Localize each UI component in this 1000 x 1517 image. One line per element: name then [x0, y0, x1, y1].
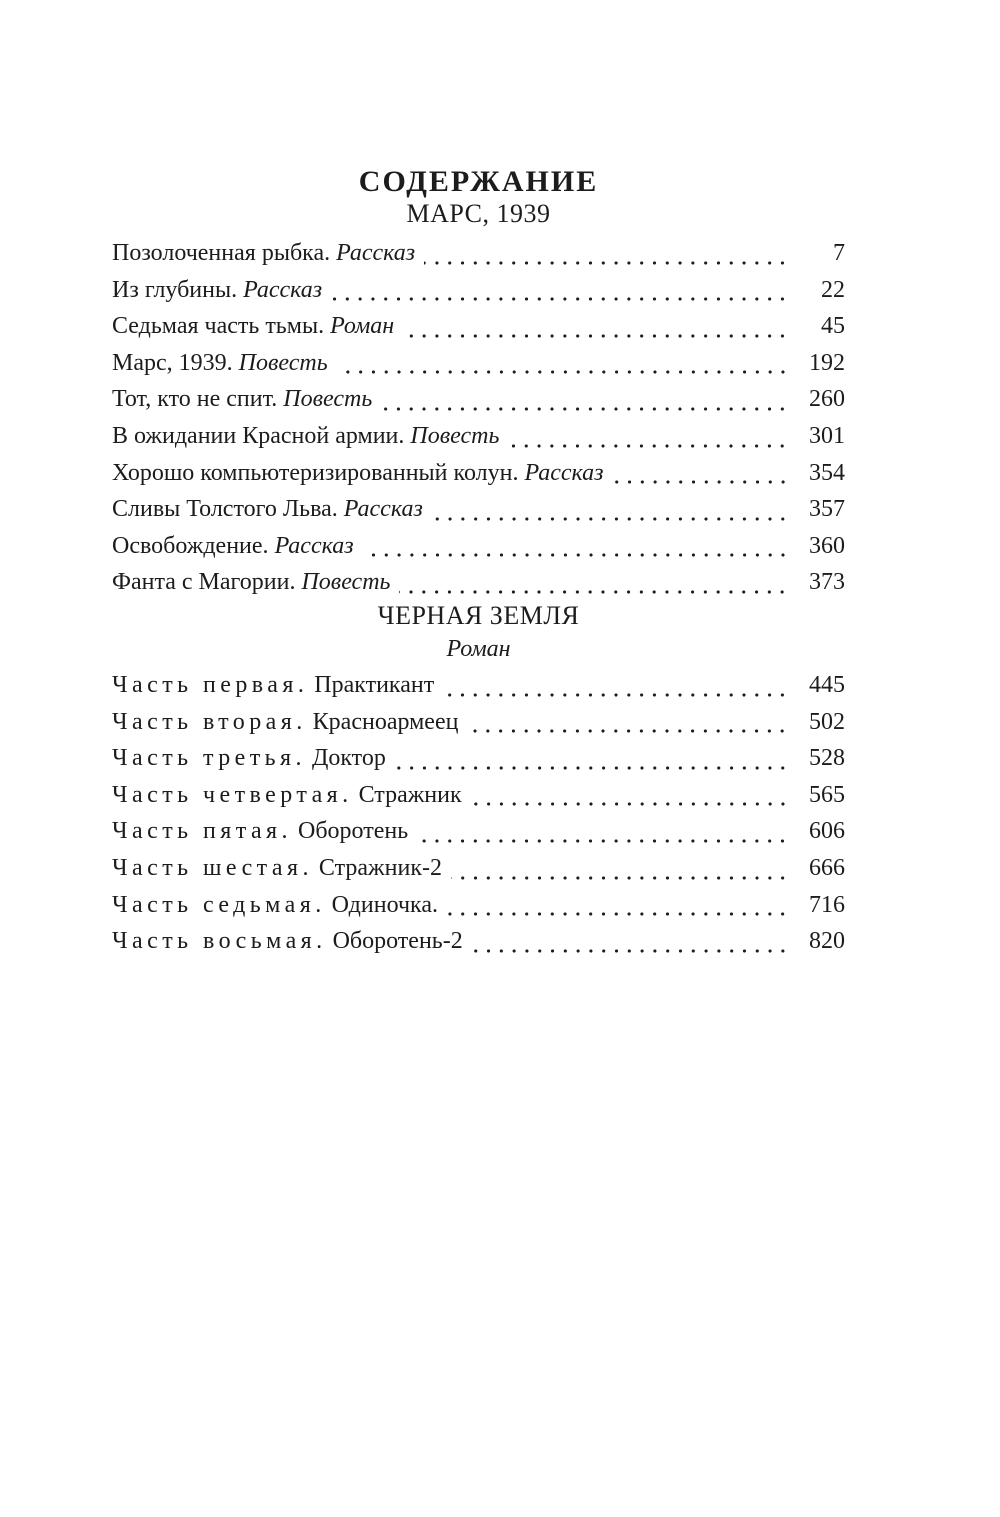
entry-work-title: Оборотень-2 [332, 928, 463, 955]
entry-title [112, 667, 434, 704]
toc-entry [112, 418, 845, 455]
toc-entry [112, 455, 845, 492]
dot-leader [443, 667, 789, 704]
toc-entry [112, 308, 845, 345]
entry-work-title: Стражник-2 [318, 854, 442, 881]
entry-title [112, 308, 394, 345]
entry-page-number: 260 [809, 386, 845, 413]
dot-leader [451, 850, 789, 887]
entry-part-label: Часть восьмая. [112, 928, 327, 955]
entry-work-title: Седьмая часть тьмы. [112, 313, 325, 340]
toc-entry [112, 345, 845, 382]
entry-title [112, 235, 415, 272]
entry-title [112, 777, 462, 814]
toc-entry-list [112, 235, 845, 601]
toc-entry [112, 381, 845, 418]
entry-work-title: Красноармеец [312, 708, 459, 735]
toc-entry [112, 740, 845, 777]
entry-title [112, 418, 499, 455]
entry-genre: Рассказ [274, 532, 354, 559]
entry-page-number: 528 [809, 745, 845, 772]
toc-entry [112, 235, 845, 272]
entry-title [112, 564, 390, 601]
entry-page-number: 192 [809, 349, 845, 376]
dot-leader [363, 528, 789, 565]
toc-section [112, 199, 845, 601]
entry-title [112, 813, 408, 850]
entry-genre: Роман [330, 313, 395, 340]
dot-leader [472, 923, 789, 960]
dot-leader [417, 813, 789, 850]
entry-genre: Рассказ [343, 496, 423, 523]
section-heading: МАРС, 1939 [406, 199, 551, 228]
entry-page-number: 716 [809, 891, 845, 918]
entry-page-number: 606 [809, 818, 845, 845]
entry-work-title: Позолоченная рыбка. [112, 240, 331, 266]
entry-page-number: 7 [833, 240, 845, 266]
entry-part-label: Часть седьмая. [112, 891, 326, 918]
toc-entry [112, 491, 845, 528]
entry-title [112, 740, 386, 777]
entry-work-title: Освобождение. [112, 532, 269, 559]
entry-genre: Повесть [410, 422, 500, 449]
dot-leader [471, 777, 789, 814]
entry-work-title: Сливы Толстого Льва. [112, 496, 338, 523]
entry-work-title: Тот, кто не спит. [112, 386, 278, 413]
entry-title [112, 704, 458, 741]
section-heading: ЧЕРНАЯ ЗЕМЛЯ [377, 600, 580, 630]
entry-work-title: Одиночка. [331, 891, 438, 918]
toc-entry [112, 564, 845, 601]
entry-page-number: 445 [809, 671, 845, 698]
entry-genre: Повесть [238, 349, 328, 376]
entry-page-number: 22 [821, 276, 845, 303]
toc-entry [112, 887, 845, 924]
entry-work-title: Оборотень [297, 818, 409, 845]
entry-part-label: Часть вторая. [112, 708, 307, 735]
dot-leader [381, 381, 789, 418]
entry-page-number: 373 [809, 569, 845, 596]
toc-entry [112, 813, 845, 850]
entry-part-label: Часть шестая. [112, 854, 313, 881]
entry-part-label: Часть пятая. [112, 818, 292, 845]
entry-title [112, 850, 442, 887]
dot-leader [395, 740, 789, 777]
toc-entry [112, 777, 845, 814]
dot-leader [399, 564, 789, 601]
entry-work-title: Фанта с Магории. [112, 569, 296, 596]
entry-page-number: 820 [809, 928, 845, 955]
text-column [112, 0, 845, 960]
entry-title [112, 345, 328, 382]
dot-leader [613, 455, 790, 492]
dot-leader [447, 887, 789, 924]
entry-title [112, 491, 423, 528]
entry-title [112, 455, 604, 492]
entry-page-number: 666 [809, 854, 845, 881]
entry-page-number: 301 [809, 422, 845, 449]
toc-entry [112, 667, 845, 704]
entry-genre: Повесть [283, 386, 373, 413]
entry-genre: Повесть [301, 569, 391, 596]
entry-work-title: Хорошо компьютеризированный колун. [112, 459, 519, 486]
toc-entry-list [112, 667, 845, 960]
entry-page-number: 45 [821, 313, 845, 340]
dot-leader [432, 491, 789, 528]
dot-leader [467, 704, 789, 741]
toc-entry [112, 850, 845, 887]
dot-leader [424, 235, 789, 272]
entry-genre: Рассказ [336, 240, 416, 266]
entry-title [112, 381, 372, 418]
entry-title [112, 528, 354, 565]
entry-title [112, 272, 322, 309]
dot-leader [337, 345, 789, 382]
dot-leader [508, 418, 789, 455]
toc-sections [112, 199, 845, 960]
entry-work-title: Из глубины. [112, 276, 238, 303]
entry-work-title: Практикант [314, 671, 435, 698]
toc-entry [112, 528, 845, 565]
entry-work-title: Марс, 1939. [112, 349, 233, 376]
entry-part-label: Часть четвертая. [112, 781, 353, 808]
dot-leader [403, 308, 789, 345]
entry-title [112, 887, 438, 924]
entry-title [112, 923, 463, 960]
entry-part-label: Часть первая. [112, 671, 309, 698]
entry-page-number: 357 [809, 496, 845, 523]
entry-work-title: В ожидании Красной армии. [112, 422, 405, 449]
entry-page-number: 354 [809, 459, 845, 486]
entry-part-label: Часть третья. [112, 745, 306, 772]
section-subheading: Роман [446, 635, 511, 662]
dot-leader [331, 272, 789, 309]
entry-genre: Рассказ [243, 276, 323, 303]
entry-genre: Рассказ [524, 459, 604, 486]
toc-entry [112, 923, 845, 960]
toc-section [112, 601, 845, 960]
page-title: СОДЕРЖАНИЕ [358, 165, 599, 198]
entry-work-title: Стражник [358, 781, 462, 808]
entry-work-title: Доктор [311, 745, 386, 772]
entry-page-number: 360 [809, 532, 845, 559]
entry-page-number: 565 [809, 781, 845, 808]
toc-entry [112, 704, 845, 741]
entry-page-number: 502 [809, 708, 845, 735]
toc-entry [112, 272, 845, 309]
